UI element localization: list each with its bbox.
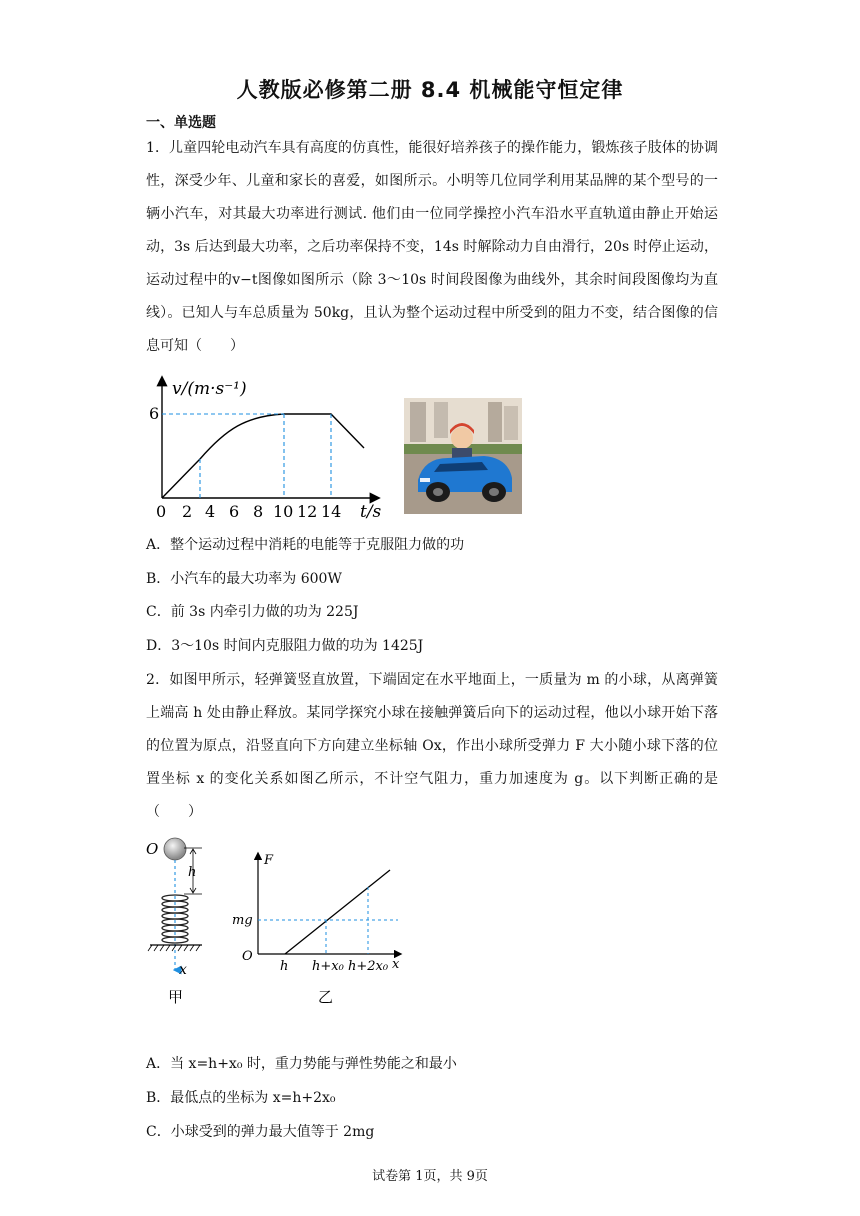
figure-jia-spring: [140, 832, 220, 1012]
q2-option-a: A．当 x=h+x₀ 时，重力势能与弹性势能之和最小: [146, 1056, 457, 1072]
vt-curve: [162, 414, 364, 498]
vt-x-tick: 6: [229, 502, 240, 521]
yi-caption: 乙: [318, 988, 334, 1006]
q1-option-b: B．小汽车的最大功率为 600W: [146, 571, 342, 587]
vt-x-tick: 12: [297, 502, 318, 521]
page-title: 人教版必修第二册 8.4 机械能守恒定律: [236, 78, 624, 102]
question-1-text: 1．儿童四轮电动汽车具有高度的仿真性，能很好培养孩子的操作能力，锻炼孩子肢体的协调性，深受少年、儿童和家长的喜爱，如图所示。小明等几位同学利用某品牌的某个型号的一辆小汽车，对其最大功率进行测试. 他们由一位同学操控小汽车沿水平直轨道由静止开始运动，3s 后达到最大功率，之后功率保持不变，14s 时解除动力自由滑行，20s 时停止运动，运动过程中的v−t图像如图所示（除 3～10s 时间段图像为曲线外，其余时间段图像均为直线）。已知人与车总质量为 50kg，且认为整个运动过程中所受到的阻力不变，结合图像的信息可知（ ）: [146, 140, 718, 354]
ground-hatch: [148, 945, 200, 951]
jia-h-label: h: [188, 865, 197, 880]
yi-force-line: [285, 870, 390, 954]
child-car-photo: [404, 398, 522, 514]
section-heading: 一、单选题: [146, 115, 216, 131]
vt-x-tick: 8: [253, 502, 264, 521]
yi-hx0-label: h+x₀: [312, 959, 344, 974]
vt-graph: [146, 372, 386, 524]
vt-x-tick: 10: [273, 502, 294, 521]
vt-x-tick: 4: [205, 502, 216, 521]
vt-x-tick: 0: [156, 502, 167, 521]
q1-option-a: A．整个运动过程中消耗的电能等于克服阻力做的功: [146, 537, 465, 553]
q1-option-c: C．前 3s 内牵引力做的功为 225J: [146, 604, 359, 620]
figure-yi-graph: [228, 850, 408, 1010]
page-footer: 试卷第 1页，共 9页: [372, 1169, 488, 1184]
question-2-text: 2．如图甲所示，轻弹簧竖直放置，下端固定在水平地面上，一质量为 m 的小球，从离弹簧上端高 h 处由静止释放。某同学探究小球在接触弹簧后向下的运动过程，他以小球开始下落的位置为原点，沿竖直向下方向建立坐标轴 Ox，作出小球所受弹力 F 大小随小球下落的位置坐标 x 的变化关系如图乙所示，不计空气阻力，重力加速度为 g。以下判断正确的是（ ）: [146, 672, 718, 820]
jia-x-label: x: [179, 962, 187, 978]
ball: [164, 838, 186, 860]
vt-y-label: v/(m·s⁻¹): [172, 379, 247, 399]
yi-h2x0-label: h+2x₀: [348, 959, 389, 974]
yi-mg-label: mg: [232, 913, 253, 928]
yi-O-label: O: [242, 949, 253, 964]
q1-option-d: D．3～10s 时间内克服阻力做的功为 1425J: [146, 638, 424, 654]
yi-x-label: x: [392, 957, 400, 972]
vt-x-label: t/s: [360, 502, 382, 522]
vt-x-tick: 2: [182, 502, 193, 521]
vt-y-tick-6: 6: [149, 404, 160, 423]
jia-caption: 甲: [168, 988, 184, 1006]
q2-option-c: C．小球受到的弹力最大值等于 2mg: [146, 1124, 375, 1140]
yi-h-label: h: [280, 959, 289, 974]
jia-origin-label: O: [146, 840, 159, 858]
yi-F-label: F: [264, 853, 274, 868]
q2-option-b: B．最低点的坐标为 x=h+2x₀: [146, 1090, 336, 1106]
vt-x-tick: 14: [321, 502, 342, 521]
